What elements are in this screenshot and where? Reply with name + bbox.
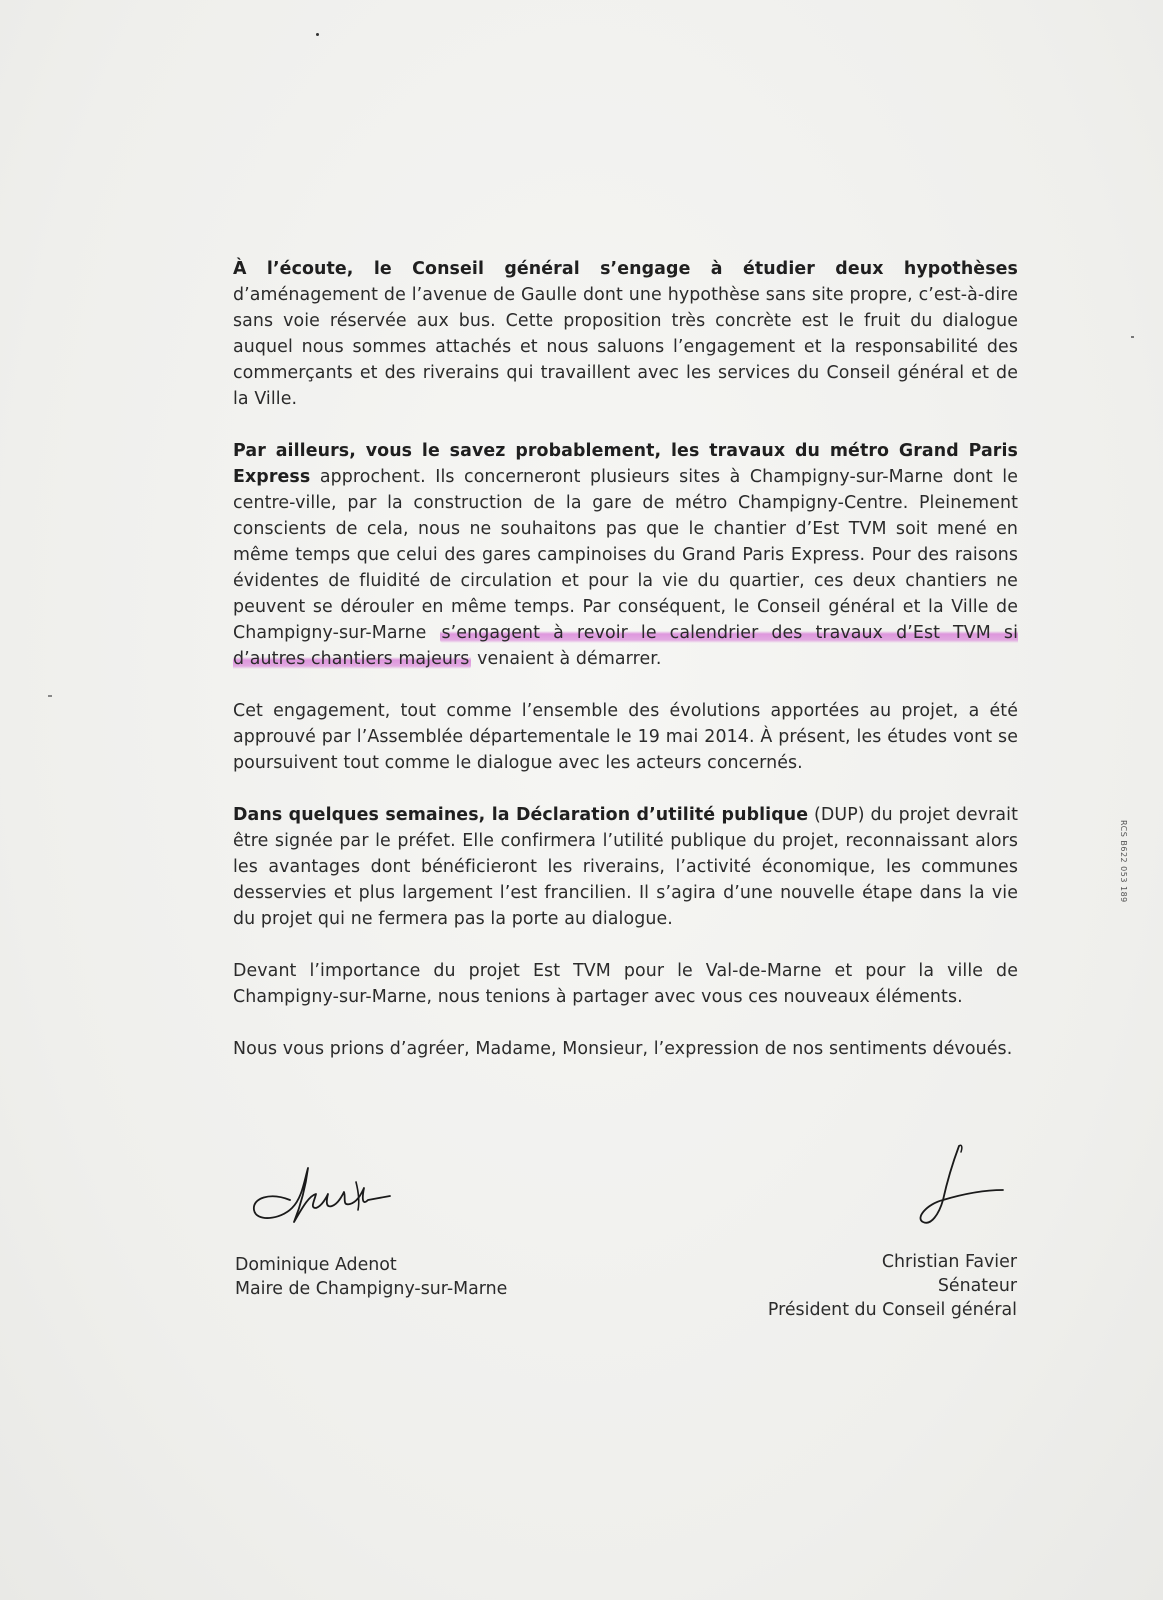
signatory-title: Sénateur xyxy=(937,1276,1017,1296)
paragraph-text: approchent. Ils concerneront plusieurs sites à Champigny-sur-Marne dont le centre-ville, par la construction de la gare de métro Champigny-Centre. Pleinement conscients de cela, nous ne souhaitons pas que le chantier d’Est TVM soit mené en même temps que celui des gares campinoises du Grand Paris Express. Pour des raisons évidentes de fluidité de circulation et pour la vie du quartier, ces deux chantiers ne peuvent se dérouler en même temps. Par conséquent, le Conseil général et la Ville de Champigny-sur-Marne xyxy=(233,467,1018,643)
scan-mark xyxy=(1131,336,1134,338)
paragraph-text: d’aménagement de l’avenue de Gaulle dont une hypothèse sans site propre, c’est-à-dire sans voie réservée aux bus. Cette proposition très concrète est le fruit du dialogue auquel nous sommes attachés et nous saluons l’engagement et la responsabilité des commerçants et des riverains qui travaillent avec les services du Conseil général et de la Ville. xyxy=(233,285,1018,409)
scan-mark xyxy=(48,695,52,697)
highlighted-commitment: s’engagent à revoir le calendrier des travaux d’Est TVM si d’autres chantiers majeurs xyxy=(233,623,1018,669)
paragraph-closing: Nous vous prions d’agréer, Madame, Monsieur, l’expression de nos sentiments dévoués. xyxy=(233,1039,1013,1059)
rcs-number: RCS B622 053 189 xyxy=(1119,820,1128,903)
paragraph-dup xyxy=(233,802,1018,932)
paragraph-bold-lead: Dans quelques semaines, la Déclaration d’utilité publique xyxy=(233,805,809,825)
signatory-title: Maire de Champigny-sur-Marne xyxy=(235,1279,508,1299)
paragraph-text: (DUP) du projet devrait être signée par le préfet. Elle confirmera l’utilité publique du projet, reconnaissant alors les avantages dont bénéficieront les riverains, l’activité économique, les communes desservies et plus largement l’est francilien. Il s’agira d’une nouvelle étape dans la vie du projet qui ne fermera pas la porte au dialogue. xyxy=(233,805,1018,929)
paragraph-text: venaient à démarrer. xyxy=(471,649,662,669)
paragraph-bold-lead: Par ailleurs, vous le savez probablement, les travaux du métro Grand Paris Express xyxy=(233,441,1018,487)
paragraph-hypotheses xyxy=(233,256,1018,412)
signatory-left xyxy=(235,1253,507,1301)
signature-adenot xyxy=(250,1162,400,1232)
paragraph-importance: Devant l’importance du projet Est TVM pour le Val-de-Marne et pour la ville de Champigny-sur-Marne, nous tenions à partager avec vous ces nouveaux éléments. xyxy=(233,961,1018,1007)
paragraph-bold-lead: À l’écoute, le Conseil général s’engage à étudier deux hypothèses xyxy=(233,259,1018,279)
paragraph-grand-paris-express xyxy=(233,438,1018,672)
signatory-name: Christian Favier xyxy=(881,1252,1017,1272)
paragraph-engagement: Cet engagement, tout comme l’ensemble des évolutions apportées au projet, a été approuvé par l’Assemblée départementale le 19 mai 2014. À présent, les études vont se poursuivent tout comme le dialogue avec les acteurs concernés. xyxy=(233,701,1018,773)
scan-speck xyxy=(316,33,319,36)
signatory-right xyxy=(730,1250,1017,1322)
signatory-name: Dominique Adenot xyxy=(235,1255,397,1275)
signature-favier xyxy=(903,1142,1013,1232)
letter-body xyxy=(233,256,1018,1088)
signatory-title: Président du Conseil général xyxy=(767,1300,1017,1320)
